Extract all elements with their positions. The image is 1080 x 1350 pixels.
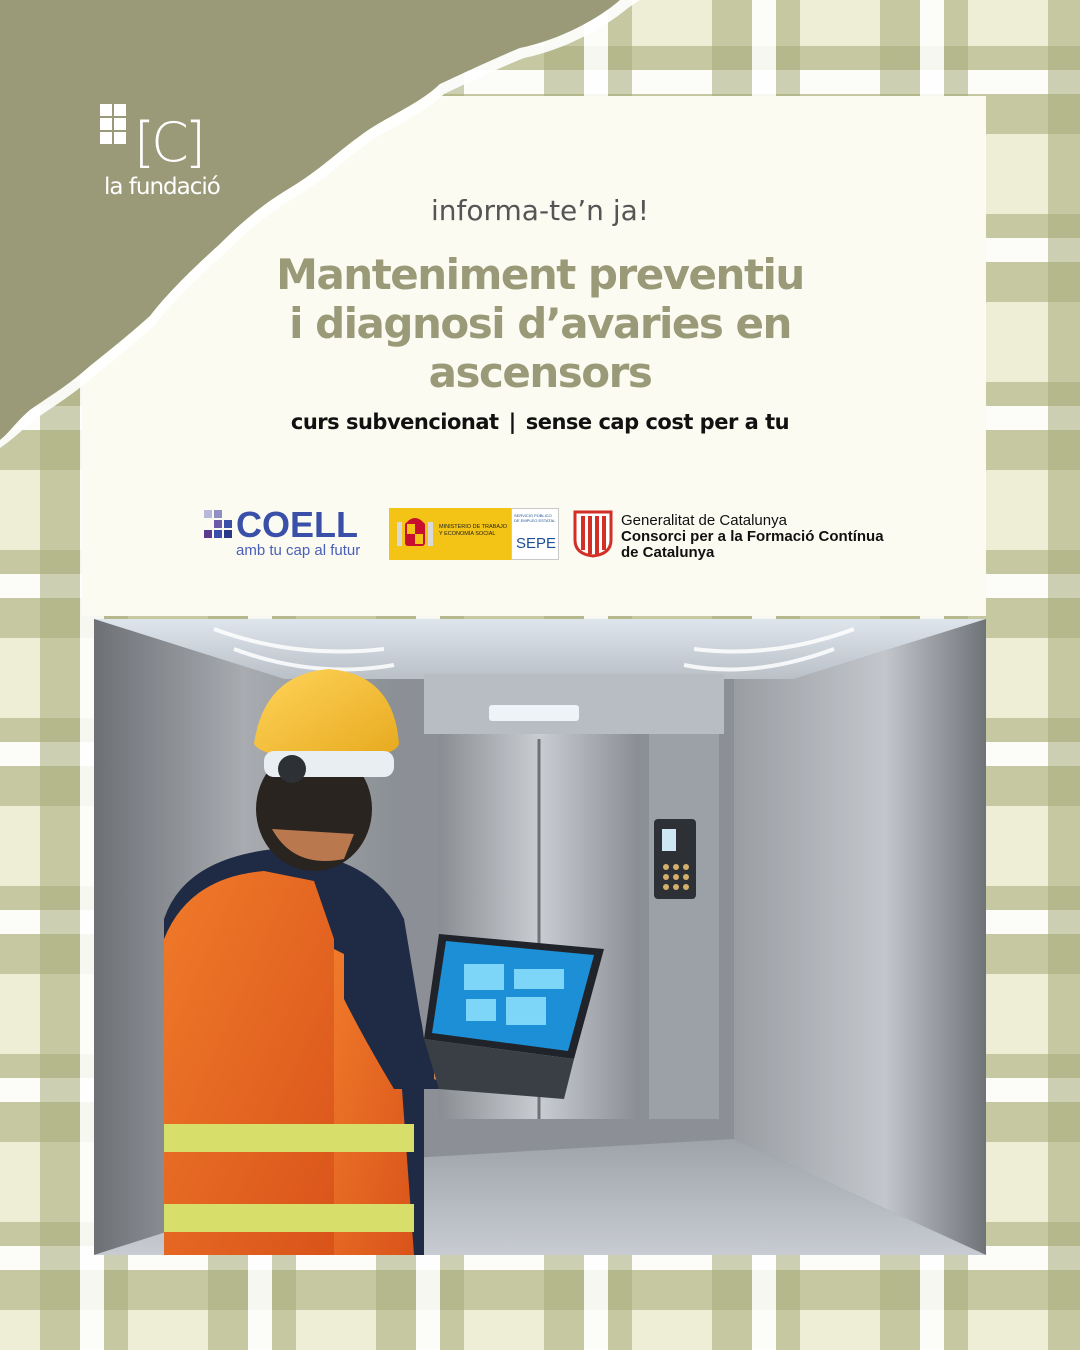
generalitat-emblem-icon	[571, 508, 615, 558]
generalitat-logo	[571, 508, 911, 562]
coell-logo	[200, 506, 375, 562]
fundacio-logo-mark: [C]	[134, 111, 202, 174]
kicker-text: informa-te’n ja!	[431, 194, 649, 227]
subline-subsidized: curs subvencionat	[290, 410, 499, 434]
course-subline	[0, 410, 1080, 434]
coell-name: COELL	[236, 504, 358, 545]
course-title-line-3: ascensors	[428, 348, 652, 397]
subline-no-cost: sense cap cost per a tu	[525, 410, 790, 434]
sepe-text: SEPE	[516, 535, 557, 552]
spain-coat-of-arms-icon	[393, 512, 437, 556]
coell-tagline: amb tu cap al futur	[236, 542, 361, 559]
ministerio-sepe-logo	[389, 508, 559, 560]
gencat-line-1: Generalitat de Catalunya	[621, 512, 787, 529]
gencat-line-2: Consorci per a la Formació Contínua	[621, 528, 884, 545]
sponsor-logos	[0, 506, 1080, 562]
sepe-small-text: SERVICIO PÚBLICO DE EMPLEO ESTATAL	[514, 513, 556, 523]
course-title-line-1: Manteniment preventiu	[276, 250, 804, 299]
fundacio-logo-text: la fundació	[104, 174, 220, 200]
ministerio-text: MINISTERIO DE TRABAJO Y ECONOMÍA SOCIAL	[439, 524, 508, 537]
course-title-line-2: i diagnosi d’avaries en	[289, 299, 791, 348]
subline-separator: |	[508, 410, 516, 434]
la-fundacio-logo	[100, 104, 220, 204]
course-title	[240, 250, 840, 397]
hero-photo	[94, 619, 986, 1255]
gencat-line-3: de Catalunya	[621, 544, 715, 561]
sepe-badge	[511, 508, 559, 560]
elevator-technician-illustration	[94, 619, 986, 1255]
